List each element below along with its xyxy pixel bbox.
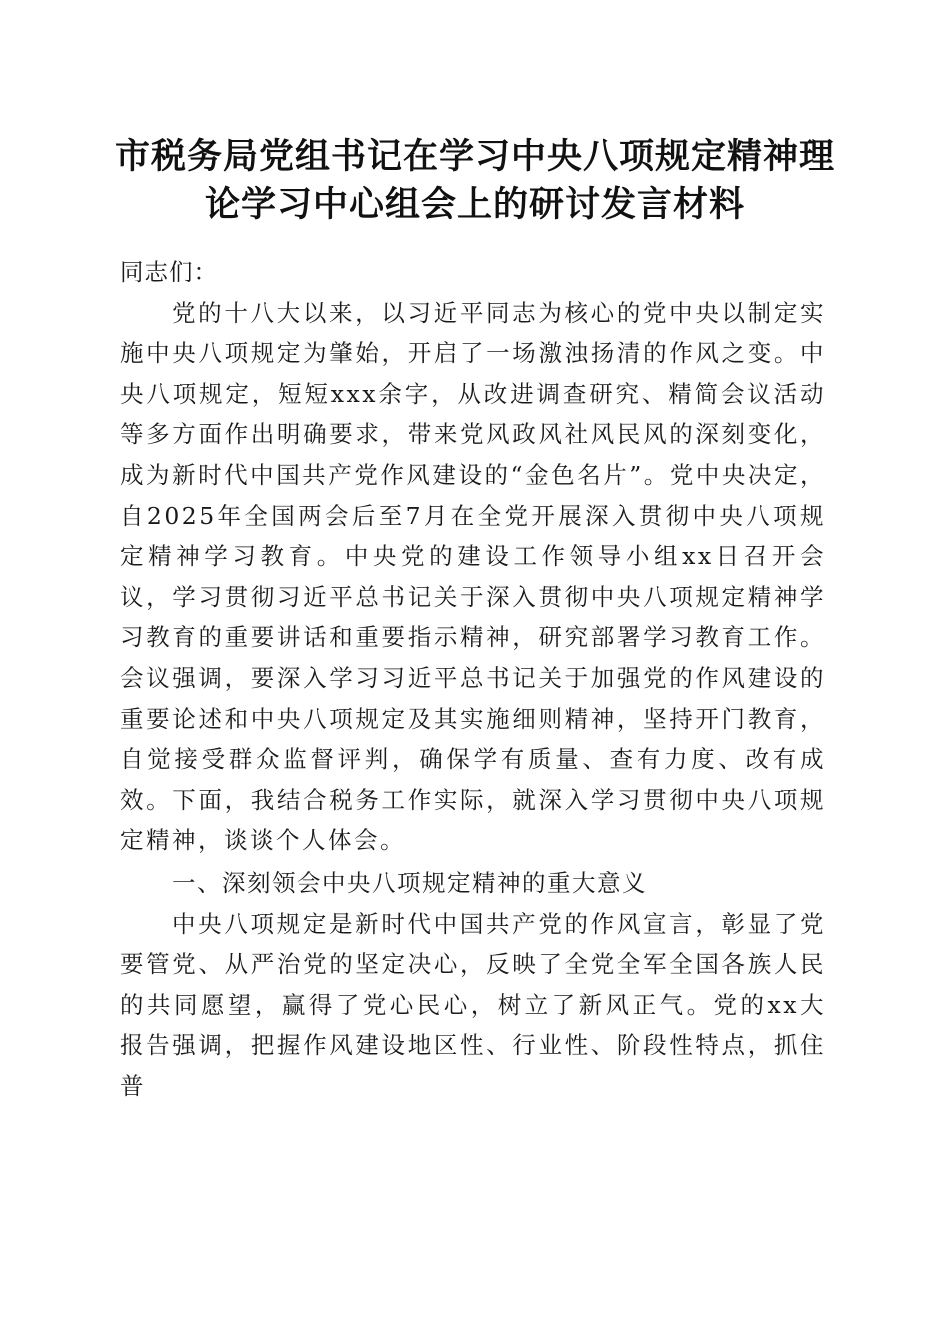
document-title [100, 133, 850, 229]
section-heading-1: 一、深刻领会中央八项规定精神的重大意义 [172, 868, 647, 897]
paragraph-intro: 党的十八大以来，以习近平同志为核心的党中央以制定实施中央八项规定为肇始，开启了一场激浊扬清的作风之变。中央八项规定，短短xxx余字，从改进调查研究、精简会议活动等多方面作出明确要求，带来党风政风社风民风的深刻变化，成为新时代中国共产党作风建设的“金色名片”。党中央决定，自2025年全国两会后至7月在全党开展深入贯彻中央八项规定精神学习教育。中央党的建设工作领导小组xx日召开会议，学习贯彻习近平总书记关于深入贯彻中央八项规定精神学习教育的重要讲话和重要指示精神，研究部署学习教育工作。会议强调，要深入学习习近平总书记关于加强党的作风建设的重要论述和中央八项规定及其实施细则精神，坚持开门教育，自觉接受群众监督评判，确保学有质量、查有力度、改有成效。下面，我结合税务工作实际，就深入学习贯彻中央八项规定精神，谈谈个人体会。 [120, 298, 826, 855]
salutation: 同志们： [120, 258, 218, 286]
paragraph-section-1: 中央八项规定是新时代中国共产党的作风宣言，彰显了党要管党、从严治党的坚定决心，反映了全党全军全国各族人民的共同愿望，赢得了党心民心，树立了新风正气。党的xx大报告强调，把握作风建设地区性、行业性、阶段性特点，抓住普 [120, 909, 826, 1100]
title-line-1: 市税务局党组书记在学习中央八项规定精神理 [114, 136, 835, 177]
document-body [120, 252, 826, 1106]
title-line-2: 论学习中心组会上的研讨发言材料 [204, 184, 745, 225]
